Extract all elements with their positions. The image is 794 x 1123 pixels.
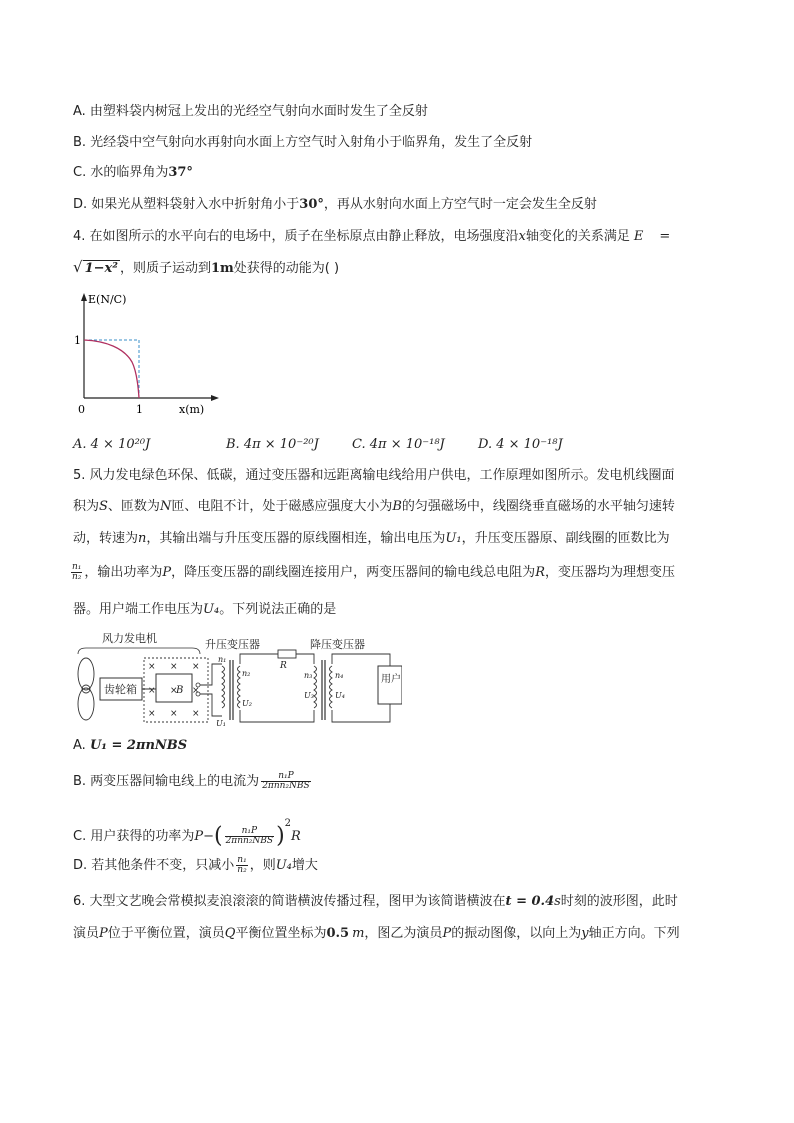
user-wire-bot [332, 704, 390, 722]
y-axis-label: E(N/C) [88, 293, 127, 306]
q5-t7: ，升压变压器原、副线圈的匝数比为 [461, 531, 670, 546]
q5-opt-b-text: B. 两变压器间输电线上的电流为 [73, 774, 260, 789]
label-n3: n₃ [304, 671, 313, 680]
q4-text-c: ，则质子运动到 [119, 261, 211, 276]
q4-text-b: 轴变化的关系满足 [525, 229, 630, 244]
q5-option-a [73, 737, 187, 755]
q4-text-a: 4. 在如图所示的水平向右的电场中，质子在坐标原点由静止释放，电场强度沿 [73, 229, 519, 244]
q5-t3: 匝、电阻不计，处于磁感应强度大小为 [171, 499, 393, 514]
q5-var-n: n [138, 531, 147, 546]
q5-opt-d-den: n₂ [237, 865, 247, 875]
y-tick-1: 1 [74, 334, 81, 347]
x-axis-arrow [211, 395, 219, 401]
q4-var-x: x [518, 229, 526, 244]
q6-t6: ，图乙为演员 [364, 926, 443, 941]
svg-text:×: × [170, 709, 178, 719]
x-tick-1: 1 [136, 403, 143, 416]
svg-text:×: × [192, 662, 200, 672]
q5-opt-b-frac [261, 772, 311, 791]
q5-ratio-num: n₁ [72, 562, 82, 572]
coil-n2 [238, 666, 241, 708]
q6-time: t = 0.4 [505, 894, 555, 909]
q5-stem-line3 [73, 530, 670, 548]
q3-option-d-text: D. 如果光从塑料袋射入水中折射角小于 [73, 197, 300, 212]
q5-var-P: P [162, 565, 172, 580]
q5-stem-line5 [73, 601, 336, 619]
q6-var-y: y [581, 926, 589, 941]
paren-open: ( [213, 823, 223, 849]
q5-var-U1: U₁ [445, 531, 462, 546]
q4-graph [66, 288, 226, 423]
q5-t12: 。下列说法正确的是 [219, 602, 337, 617]
label-generator: 风力发电机 [102, 632, 157, 645]
q6-var-Q: Q [224, 926, 236, 941]
q5-opt-b-num: n₁P [261, 772, 311, 782]
q5-t4: 的匀强磁场中，线圈绕垂直磁场的水平轴匀速转 [401, 499, 675, 514]
q5-var-S: S [99, 499, 108, 514]
q6-t8: 轴正方向。下列 [588, 926, 680, 941]
wire-gen-bot [200, 694, 222, 716]
q5-opt-d-text2: ，则 [249, 858, 276, 873]
q5-option-d [73, 856, 318, 875]
q3-option-c-value: 37° [168, 165, 193, 180]
q5-ratio-den: n₂ [72, 572, 82, 582]
label-R: R [280, 661, 287, 671]
q5-var-R: R [535, 565, 545, 580]
q6-stem-line1 [73, 893, 678, 911]
q5-t2: 、匝数为 [107, 499, 160, 514]
label-n4: n₄ [335, 671, 344, 680]
q4-text-d: 处获得的动能为( ) [233, 261, 340, 276]
label-U2: U₂ [242, 699, 252, 708]
q5-opt-d-text3: 增大 [291, 858, 318, 873]
q6-unit-s: s [554, 894, 561, 909]
q5-t10: ，变压器均为理想变压 [544, 565, 675, 580]
q3-option-d [73, 196, 597, 214]
svg-text:×: × [148, 686, 156, 696]
q4-stem-line2 [73, 258, 339, 278]
label-step-up: 升压变压器 [205, 638, 260, 651]
q5-t1: 积为 [73, 499, 100, 514]
q5-var-U4: U₄ [203, 602, 220, 617]
label-U1: U₁ [216, 719, 226, 728]
svg-text:×: × [192, 686, 200, 696]
q5-var-B: B [392, 499, 402, 514]
q5-t9: ，降压变压器的副线圈连接用户，两变压器间的输电线总电阻为 [171, 565, 536, 580]
svg-text:×: × [170, 662, 178, 672]
q3-option-c [73, 164, 193, 182]
q3-option-d-value: 30° [299, 197, 324, 212]
q4-option-d: D. 4 × 10⁻¹⁸J [478, 437, 563, 452]
q6-t3: 演员 [73, 926, 100, 941]
q5-opt-a-formula: U₁ = 2πnNBS [89, 738, 188, 753]
q4-sqrt-expr: 1−x² [84, 261, 118, 276]
q3-option-b: B. 光经袋中空气射向水再射向水面上方空气时入射角小于临界角，发生了全反射 [73, 135, 533, 150]
q5-stem-line1: 5. 风力发电绿色环保、低碳，通过变压器和远距离输电线给用户供电，工作原理如图所示。发电机线圈面 [73, 468, 675, 483]
user-box [378, 666, 402, 704]
q4-equals: = [659, 229, 671, 244]
q5-t5: 动，转速为 [73, 531, 139, 546]
q5-option-b [73, 772, 313, 791]
q5-circuit-diagram [72, 630, 402, 730]
q4-option-c: C. 4π × 10⁻¹⁸J [352, 437, 445, 452]
q5-t8: ，输出功率为 [84, 565, 163, 580]
q4-option-a: A. 4 × 10²⁰J [73, 437, 151, 452]
y-axis-arrow [81, 293, 87, 301]
q5-opt-c-frac [225, 827, 275, 846]
q5-opt-d-text: D. 若其他条件不变，只减小 [73, 858, 235, 873]
q6-t5: 平衡位置坐标为 [235, 926, 327, 941]
q5-t6: ，其输出端与升压变压器的原线圈相连，输出电压为 [146, 531, 446, 546]
q5-ratio-frac [71, 563, 82, 582]
line-top-2 [296, 654, 314, 664]
label-n1: n₁ [218, 655, 227, 664]
q6-t2: 时刻的波形图，此时 [560, 894, 678, 909]
label-gearbox: 齿轮箱 [104, 683, 137, 696]
q5-opt-c-R: R [291, 829, 301, 844]
q5-opt-c-text: C. 用户获得的功率为 [73, 829, 195, 844]
q5-option-c [73, 815, 301, 849]
label-B: B [176, 685, 184, 696]
paren-close: ) [276, 823, 285, 849]
q5-var-N: N [159, 499, 172, 514]
line-top-1 [240, 654, 278, 664]
q5-opt-c-P: P− [194, 829, 214, 844]
q6-value: 0.5 [326, 926, 350, 941]
svg-text:×: × [192, 709, 200, 719]
label-user: 用户 [381, 674, 401, 685]
sqrt-sign: √ [73, 258, 83, 276]
line-bottom [240, 710, 314, 722]
q6-unit-m: m [352, 926, 365, 941]
q5-opt-c-num: n₁P [225, 827, 275, 837]
coil-n4 [330, 666, 333, 708]
q6-t4: 位于平衡位置，演员 [107, 926, 225, 941]
e-curve [84, 340, 139, 398]
q4-option-b: B. 4π × 10⁻²⁰J [226, 437, 319, 452]
label-U3: U₃ [304, 691, 314, 700]
coil-n3 [314, 666, 317, 708]
q3-option-c-text: C. 水的临界角为 [73, 165, 169, 180]
user-wire-top [332, 654, 390, 666]
label-U4: U₄ [335, 691, 345, 700]
generator-bracket [78, 648, 200, 654]
q5-opt-d-U4: U₄ [275, 858, 292, 873]
q6-t7: 的振动图像，以向上为 [451, 926, 582, 941]
q5-opt-c-square: 2 [284, 818, 292, 829]
label-n2: n₂ [242, 669, 251, 678]
q4-stem-line1 [73, 228, 670, 246]
svg-text:×: × [148, 709, 156, 719]
q3-option-a: A. 由塑料袋内树冠上发出的光经空气射向水面时发生了全反射 [73, 104, 428, 119]
q6-var-P: P [99, 926, 108, 941]
q6-var-P2: P [442, 926, 452, 941]
q5-opt-c-den: 2πnn₂NBS [225, 836, 274, 846]
q5-t11: 器。用户端工作电压为 [73, 602, 204, 617]
q3-option-d-suffix: ，再从水射向水面上方空气时一定会发生全反射 [323, 197, 597, 212]
x-axis-label: x(m) [179, 403, 205, 416]
q5-stem-line2 [73, 498, 675, 516]
svg-text:×: × [148, 662, 156, 672]
resistor [278, 650, 296, 658]
wire-gen-top [200, 664, 222, 685]
q6-t1: 6. 大型文艺晚会常模拟麦浪滚滚的简谐横波传播过程，图甲为该简谐横波在 [73, 894, 506, 909]
coil-n1 [222, 666, 225, 708]
q5-opt-d-num: n₁ [237, 855, 247, 865]
q5-opt-b-den: 2πnn₂NBS [262, 781, 310, 791]
q5-opt-a-label: A. [73, 738, 90, 753]
q4-value: 1m [210, 261, 234, 276]
q6-stem-line2 [73, 925, 680, 943]
label-step-down: 降压变压器 [310, 638, 365, 651]
svg-text:×: × [170, 686, 178, 696]
origin-label: 0 [78, 403, 85, 416]
q5-stem-line4 [73, 563, 675, 582]
q5-opt-d-frac [236, 856, 247, 875]
q4-var-E: E [633, 229, 644, 244]
